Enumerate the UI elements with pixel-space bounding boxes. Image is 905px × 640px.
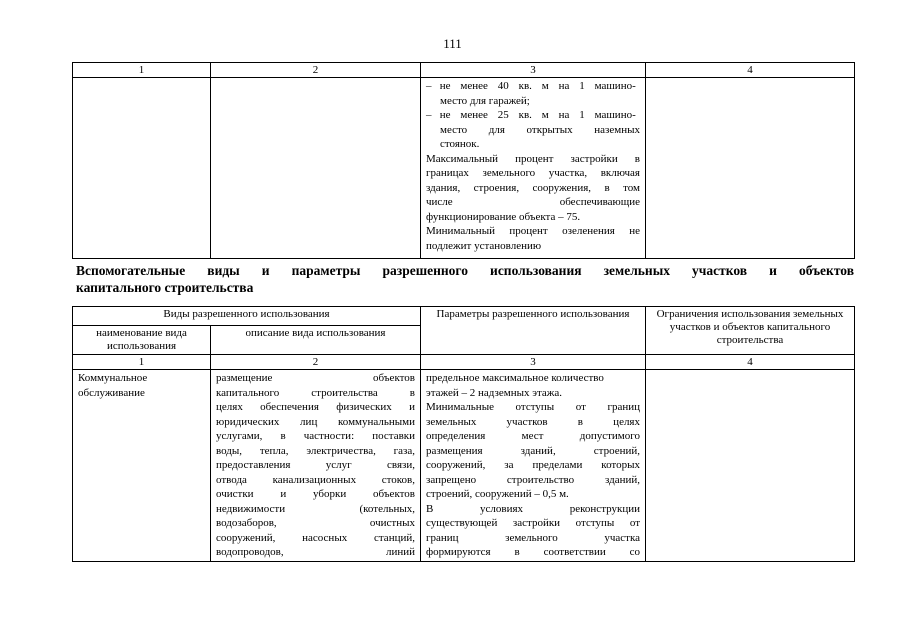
text-line: сооружений, насосных станций, xyxy=(216,531,415,544)
text-line: водопроводов, линий xyxy=(216,546,415,558)
text-line: очистки и уборки объектов xyxy=(216,488,415,500)
text-line: услугами, в частности: поставки xyxy=(216,430,415,442)
text-line: этажей – 2 надземных этажа. xyxy=(426,386,563,399)
list-line: не менее 40 кв. м на 1 машино- xyxy=(439,80,636,92)
text-line: запрещено строительство зданий, xyxy=(426,473,640,486)
text-line: подлежит установлению xyxy=(426,239,542,252)
header-use-name: наименование вида использования xyxy=(73,326,211,355)
text-line: воды, тепла, электричества, газа, xyxy=(216,444,415,457)
restrictions-cell xyxy=(646,370,855,562)
text-line: земельных участков в целях xyxy=(426,415,640,428)
header-restrictions: Ограничения использования земельных участков и объектов капитального строительства xyxy=(646,307,855,355)
column-number: 4 xyxy=(646,63,855,78)
column-number: 3 xyxy=(421,63,646,78)
text-line: границ земельного участка xyxy=(426,531,640,544)
text-line: предоставления услуг связи, xyxy=(216,459,415,471)
column-number: 2 xyxy=(211,63,421,78)
use-description-cell xyxy=(211,370,421,562)
section-title xyxy=(76,262,854,296)
text-line: функционирование объекта – 75. xyxy=(426,210,581,223)
text-line: отвода канализационных стоков, xyxy=(216,473,415,486)
dash-marker: – xyxy=(426,80,432,92)
cell-empty xyxy=(211,78,421,259)
text-line: Минимальные отступы от границ xyxy=(426,401,640,413)
use-name-cell xyxy=(73,370,211,562)
text-line: Коммунальное xyxy=(78,372,148,384)
text-line: В условиях реконструкции xyxy=(426,502,640,515)
list-line: стоянок. xyxy=(440,138,480,150)
continued-table xyxy=(72,62,855,259)
section-title-line: капитального строительства xyxy=(76,280,254,295)
list-line: не менее 25 кв. м на 1 машино- xyxy=(439,109,636,121)
cell-empty xyxy=(73,78,211,259)
dash-marker: – xyxy=(426,109,432,121)
text-line: целях обеспечения физических и xyxy=(216,401,415,413)
cell-empty xyxy=(646,78,855,259)
dash-item xyxy=(426,108,640,152)
text-line: размещения зданий, строений, xyxy=(426,444,640,457)
header-parameters: Параметры разрешенного использования xyxy=(421,307,646,355)
table-row xyxy=(73,78,855,259)
text-line: сооружений, за пределами которых xyxy=(426,459,640,471)
text-line: Максимальный процент застройки в xyxy=(426,152,640,165)
text-line: существующей застройки отступы от xyxy=(426,517,640,529)
text-line: границах земельного участка, включая xyxy=(426,167,640,179)
list-line: место для гаражей; xyxy=(440,94,530,107)
table-row xyxy=(73,370,855,562)
header-use-description: описание вида использования xyxy=(211,326,421,355)
text-line: строений, сооружений – 0,5 м. xyxy=(426,488,569,500)
text-line: предельное максимальное количество xyxy=(426,372,604,384)
section-title-line: Вспомогательные виды и параметры разрешенного использования земельных участков и объектов xyxy=(76,263,854,278)
column-number: 1 xyxy=(73,355,211,370)
column-number: 3 xyxy=(421,355,646,370)
text-line: капитального строительства в xyxy=(216,386,415,399)
parameters-cell xyxy=(421,370,646,562)
dash-item xyxy=(426,79,640,108)
text-line: обслуживание xyxy=(78,386,145,399)
header-row xyxy=(73,307,855,326)
text-line: определения мест допустимого xyxy=(426,430,640,442)
text-line: размещение объектов xyxy=(216,372,415,384)
text-line: Минимальный процент озеленения не xyxy=(426,225,640,237)
parameters-cell xyxy=(421,78,646,259)
text-line: здания, строения, сооружения, в том xyxy=(426,181,640,194)
text-line: недвижимости (котельных, xyxy=(216,502,415,515)
list-line: место для открытых наземных xyxy=(440,123,640,136)
header-group: Виды разрешенного использования xyxy=(73,307,421,326)
auxiliary-uses-table xyxy=(72,306,855,562)
text-line: числе обеспечивающие xyxy=(426,196,640,208)
page-number: 111 xyxy=(443,36,462,51)
text-line: юридических лиц коммунальными xyxy=(216,415,415,428)
text-line: формируются в соответствии со xyxy=(426,546,640,558)
text-line: водозаборов, очистных xyxy=(216,517,415,529)
column-number: 1 xyxy=(73,63,211,78)
column-number: 2 xyxy=(211,355,421,370)
column-numbers-row xyxy=(73,63,855,78)
column-number: 4 xyxy=(646,355,855,370)
column-numbers-row xyxy=(73,355,855,370)
